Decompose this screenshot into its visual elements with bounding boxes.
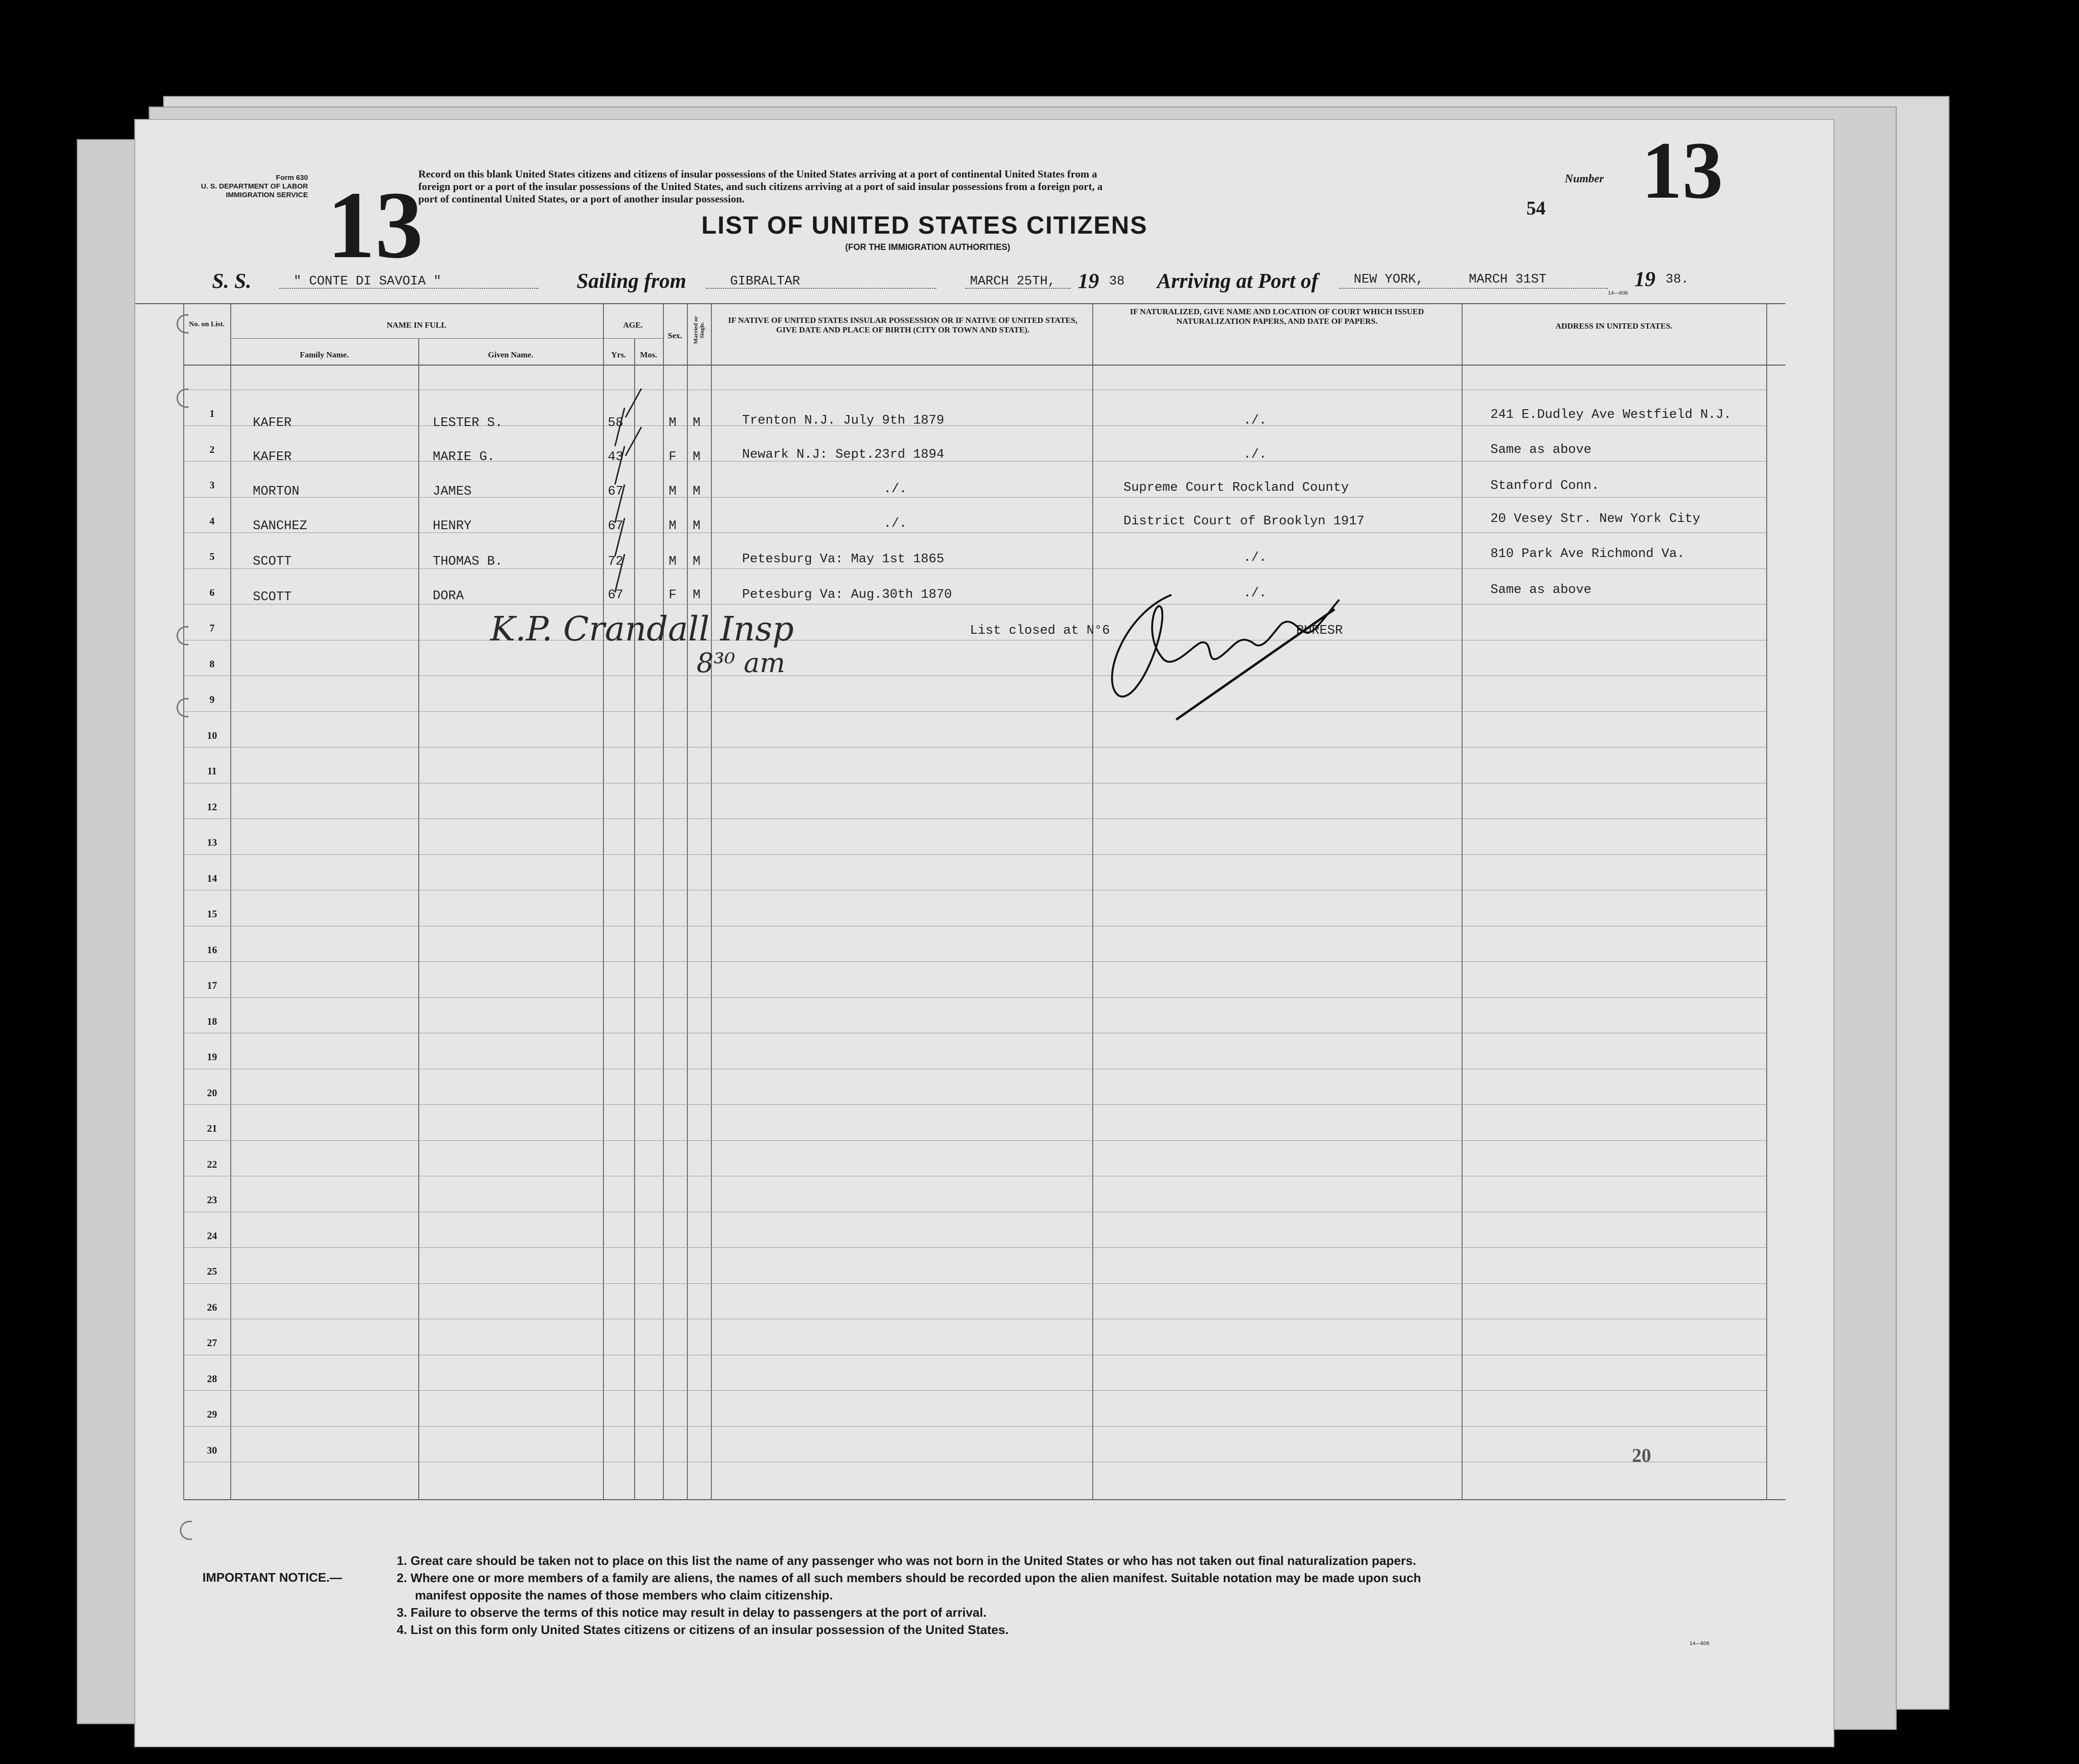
column-divider xyxy=(1462,303,1463,1500)
number-label: Number xyxy=(1565,173,1604,185)
naturalization: ./. xyxy=(1243,414,1267,428)
family-name: SCOTT xyxy=(253,590,292,604)
age-years: 67 xyxy=(608,519,624,533)
birth-info: Trenton N.J. July 9th 1879 xyxy=(742,414,945,428)
form-number: Form 630 xyxy=(276,174,308,182)
instructions-line: port of continental United States, or a port of another insular possession. xyxy=(418,193,745,205)
ruled-line xyxy=(183,675,1766,676)
column-divider xyxy=(230,303,231,1500)
print-code: 14—606 xyxy=(1608,290,1628,296)
page-title: LIST OF UNITED STATES CITIZENS xyxy=(701,212,1148,239)
row-number: 9 xyxy=(209,694,215,705)
year-prefix: 19 xyxy=(1078,269,1099,293)
row-number: 4 xyxy=(209,515,215,527)
row-number: 17 xyxy=(207,980,217,991)
given-name: MARIE G. xyxy=(433,450,495,464)
naturalization: ./. xyxy=(1243,448,1267,462)
ruled-line xyxy=(183,1140,1766,1141)
subheader-divider xyxy=(230,338,663,339)
page-mark: 20 xyxy=(1632,1444,1651,1466)
row-number: 13 xyxy=(207,837,217,848)
row-number: 7 xyxy=(209,622,215,634)
big-number-left: 13 xyxy=(327,172,423,278)
col-name-in-full: NAME IN FULL xyxy=(387,320,447,330)
handwritten-checkmarks xyxy=(596,379,692,609)
ruled-line xyxy=(183,461,1766,462)
marital-status: M xyxy=(693,519,701,533)
marital-status: M xyxy=(693,416,701,430)
row-number: 15 xyxy=(207,908,217,920)
family-name: SANCHEZ xyxy=(253,519,307,533)
instructions-line: foreign port or a port of the insular possessions of the United States, and such citizens arriving at a port of said insular possessions from a foreign port, a xyxy=(418,180,1103,192)
row-number: 1 xyxy=(209,408,215,419)
table-bottom-border xyxy=(183,1499,1785,1500)
col-yrs: Yrs. xyxy=(611,350,626,359)
ruled-line xyxy=(183,854,1766,855)
sex: M xyxy=(669,555,677,569)
marital-status: M xyxy=(693,555,701,569)
arrival-year: 38. xyxy=(1666,272,1689,287)
row-number: 20 xyxy=(207,1087,217,1099)
address: 20 Vesey Str. New York City xyxy=(1490,512,1701,526)
row-number: 21 xyxy=(207,1123,217,1134)
row-number: 12 xyxy=(207,801,217,813)
age-years: 72 xyxy=(608,555,624,569)
instructions xyxy=(418,168,1102,205)
ruled-line xyxy=(183,711,1766,712)
sail-year: 38 xyxy=(1109,274,1125,289)
row-number: 10 xyxy=(207,730,217,741)
notice-label: IMPORTANT NOTICE.— xyxy=(202,1570,343,1585)
row-number: 6 xyxy=(209,587,215,598)
col-given-name: Given Name. xyxy=(488,350,533,359)
ruled-line xyxy=(183,1104,1766,1105)
row-number: 30 xyxy=(207,1444,217,1456)
col-sex: Sex. xyxy=(668,331,682,340)
ruled-line xyxy=(183,568,1766,569)
row-number: 23 xyxy=(207,1194,217,1206)
row-number: 2 xyxy=(209,444,215,455)
service: IMMIGRATION SERVICE xyxy=(225,191,308,199)
naturalization: ./. xyxy=(1243,551,1267,565)
family-name: MORTON xyxy=(253,485,300,499)
age-years: 58 xyxy=(608,416,624,430)
row-number: 22 xyxy=(207,1159,217,1170)
notice-item: 2. Where one or more members of a family are aliens, the names of all such members should be recorded upon the alien manifest. Suitable notation may be made upon such xyxy=(397,1571,1421,1585)
col-married: Married or Single. xyxy=(692,316,705,344)
sex: M xyxy=(669,485,677,499)
sail-date: MARCH 25TH, xyxy=(970,274,1056,289)
page-reference: 54 xyxy=(1526,197,1546,219)
age-years: 43 xyxy=(608,450,624,464)
col-no: No. on List. xyxy=(189,320,225,328)
column-divider xyxy=(1092,303,1093,1500)
inspector-note: K.P. Crandall Insp xyxy=(490,609,794,649)
col-family-name: Family Name. xyxy=(300,350,349,359)
col-address: ADDRESS IN UNITED STATES. xyxy=(1555,321,1673,331)
purser-signature xyxy=(1095,576,1344,734)
row-number: 19 xyxy=(207,1051,217,1063)
notice-item: 3. Failure to observe the terms of this notice may result in delay to passengers at the port of arrival. xyxy=(397,1605,987,1620)
ss-label: S. S. xyxy=(212,269,251,293)
address: Stanford Conn. xyxy=(1490,479,1599,493)
address: 241 E.Dudley Ave Westfield N.J. xyxy=(1490,408,1732,422)
sex: F xyxy=(669,450,677,464)
column-divider xyxy=(1766,303,1767,1500)
form-info xyxy=(183,174,308,200)
marital-status: M xyxy=(693,450,701,464)
naturalization: Supreme Court Rockland County xyxy=(1123,481,1349,495)
col-birth: IF NATIVE OF UNITED STATES INSULAR POSSESSION OR IF NATIVE OF UNITED STATES, GIVE DATE AND PLACE OF BIRTH (CITY OR TOWN AND STATE). xyxy=(728,316,1078,334)
notice-item: 4. List on this form only United States citizens or citizens of an insular possession of the United States. xyxy=(397,1622,1009,1637)
row-number: 14 xyxy=(207,873,217,884)
sex: M xyxy=(669,519,677,533)
arrival-date: MARCH 31ST xyxy=(1469,272,1547,287)
manifest-page xyxy=(134,119,1834,1747)
column-divider xyxy=(711,303,712,1500)
birth-info: ./. xyxy=(884,482,907,497)
given-name: THOMAS B. xyxy=(433,555,503,569)
notice-items xyxy=(397,1552,1421,1638)
row-number: 18 xyxy=(207,1016,217,1027)
birth-info: ./. xyxy=(884,517,907,531)
age-years: 67 xyxy=(608,485,624,499)
sailing-label: Sailing from xyxy=(577,269,686,293)
row-number: 11 xyxy=(207,765,217,777)
ruled-line xyxy=(183,1247,1766,1248)
col-age: AGE. xyxy=(623,320,643,330)
row-number: 5 xyxy=(209,551,215,562)
department: U. S. DEPARTMENT OF LABOR xyxy=(201,182,308,190)
ruled-line xyxy=(183,1426,1766,1427)
ruled-line xyxy=(183,818,1766,819)
purser-label: PURESR xyxy=(1296,624,1343,638)
birth-info: Petesburg Va: May 1st 1865 xyxy=(742,552,945,567)
family-name: KAFER xyxy=(253,416,292,430)
table-top-border xyxy=(135,303,1785,304)
ruled-line xyxy=(183,1390,1766,1391)
arrival-port: NEW YORK, xyxy=(1354,272,1424,287)
ruled-line xyxy=(183,1283,1766,1284)
instructions-line: Record on this blank United States citizens and citizens of insular possessions of the United States arriving at a port of continental United States from a xyxy=(418,168,1098,180)
row-number: 24 xyxy=(207,1230,217,1242)
row-number: 8 xyxy=(209,658,215,670)
from-port: GIBRALTAR xyxy=(730,274,800,289)
column-divider xyxy=(183,303,184,1500)
row-number: 16 xyxy=(207,944,217,956)
arrival-year-prefix: 19 xyxy=(1634,267,1655,291)
family-name: SCOTT xyxy=(253,555,292,569)
marital-status: M xyxy=(693,485,701,499)
birth-info: Newark N.J: Sept.23rd 1894 xyxy=(742,448,945,462)
address: Same as above xyxy=(1490,583,1592,597)
sex: F xyxy=(669,588,677,603)
inspection-time: 8³⁰ am xyxy=(697,648,785,679)
row-number: 3 xyxy=(209,479,215,491)
row-number: 29 xyxy=(207,1409,217,1420)
arriving-label: Arriving at Port of xyxy=(1157,269,1319,293)
given-name: LESTER S. xyxy=(433,416,503,430)
marital-status: M xyxy=(693,588,701,603)
header-bottom-border xyxy=(183,365,1785,366)
col-mos: Mos. xyxy=(640,350,657,359)
given-name: JAMES xyxy=(433,485,472,499)
list-closed: List closed at N°6 xyxy=(970,624,1110,638)
column-divider xyxy=(418,338,419,1499)
naturalization: District Court of Brooklyn 1917 xyxy=(1123,514,1365,529)
row-number: 25 xyxy=(207,1266,217,1277)
notice-item: manifest opposite the names of those members who claim citizenship. xyxy=(415,1588,833,1602)
given-name: DORA xyxy=(433,589,464,604)
birth-info: Petesburg Va: Aug.30th 1870 xyxy=(742,588,952,602)
notice-item: 1. Great care should be taken not to place on this list the name of any passenger who was not born in the United States or who has not taken out final naturalization papers. xyxy=(397,1553,1417,1568)
ship-name: " CONTE DI SAVOIA " xyxy=(294,274,441,289)
address: 810 Park Ave Richmond Va. xyxy=(1490,547,1685,561)
row-number: 27 xyxy=(207,1337,217,1349)
address: Same as above xyxy=(1490,443,1592,457)
family-name: KAFER xyxy=(253,450,292,464)
big-number-right: 13 xyxy=(1642,125,1723,215)
naturalization: ./. xyxy=(1243,586,1267,601)
notice-code: 14—606 xyxy=(1689,1641,1710,1646)
row-number: 26 xyxy=(207,1302,217,1313)
row-number: 28 xyxy=(207,1373,217,1385)
col-naturalized: IF NATURALIZED, GIVE NAME AND LOCATION OF COURT WHICH ISSUED NATURALIZATION PAPERS, AND DATE OF PAPERS. xyxy=(1130,307,1424,326)
sex: M xyxy=(669,416,677,430)
page-subtitle: (FOR THE IMMIGRATION AUTHORITIES) xyxy=(845,242,1010,252)
ruled-line xyxy=(183,961,1766,962)
given-name: HENRY xyxy=(433,519,472,533)
age-years: 67 xyxy=(608,588,624,603)
ruled-line xyxy=(183,997,1766,998)
